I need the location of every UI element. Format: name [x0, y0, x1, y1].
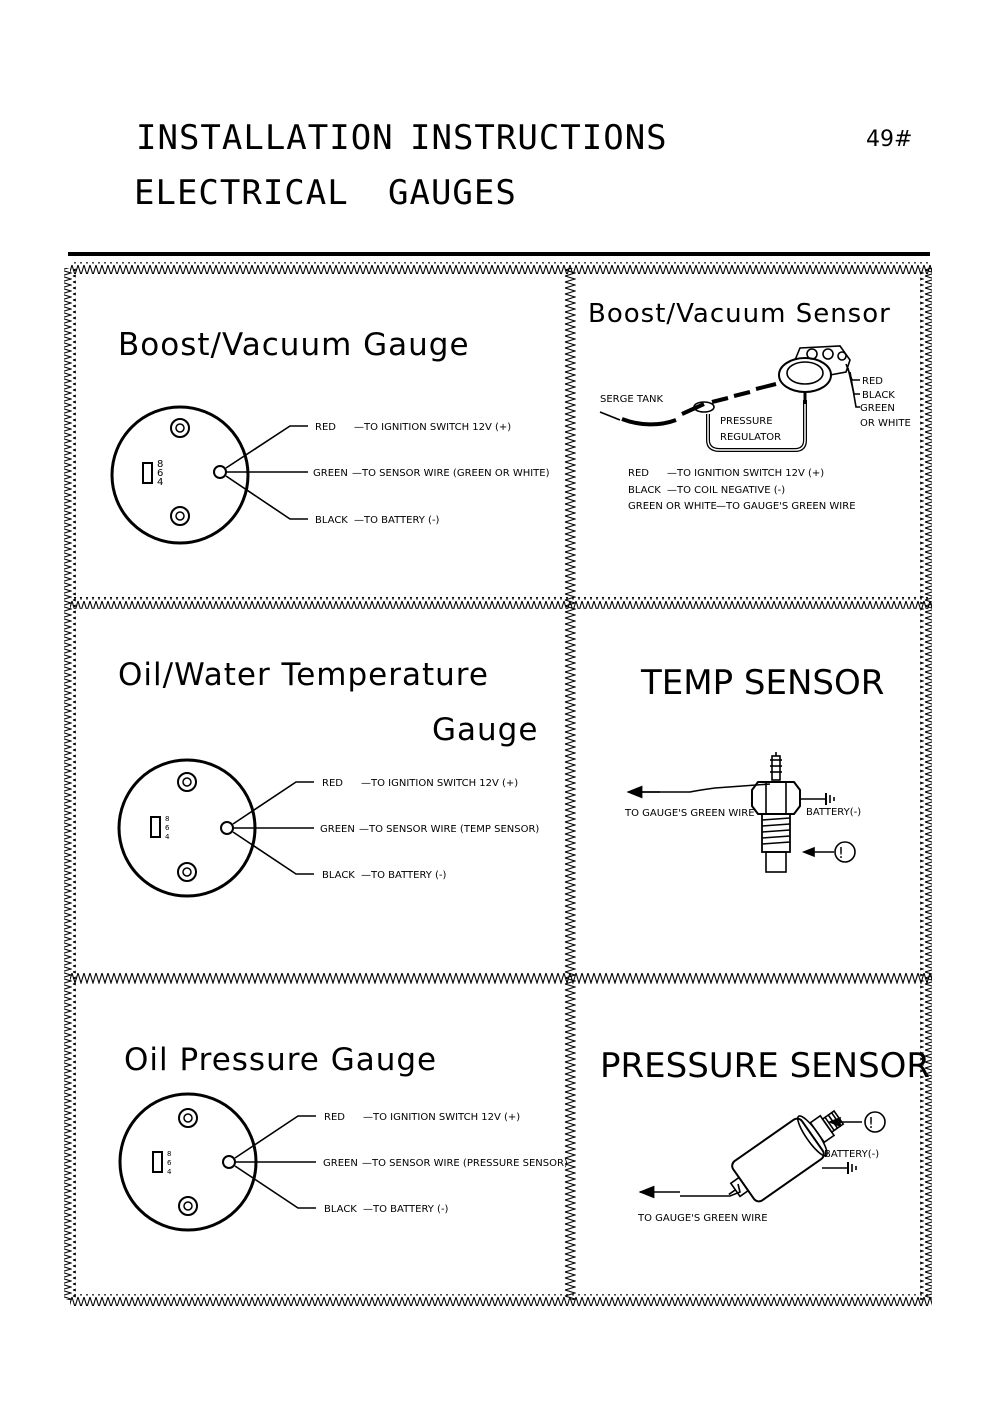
temp-sensor-warning-symbol: !	[837, 844, 845, 862]
boost-sensor-wire-red: RED	[628, 468, 649, 479]
pressure-gauge-wire-red: RED	[324, 1112, 345, 1123]
boost-gauge-wire-black: BLACK	[315, 515, 348, 526]
boost-sensor-wire-green: GREEN OR WHITE	[628, 501, 717, 512]
pressure-sensor-gauge-wire-label: TO GAUGE'S GREEN WIRE	[638, 1213, 768, 1224]
boost-sensor-title: Boost/Vacuum Sensor	[588, 299, 891, 329]
temp-gauge-wire-green-desc: —TO SENSOR WIRE (TEMP SENSOR)	[359, 824, 540, 835]
boost-gauge-terminal-3: 4	[157, 477, 164, 488]
pressure-gauge-terminal-2: 6	[167, 1159, 172, 1167]
boost-gauge-wire-green-desc: —TO SENSOR WIRE (GREEN OR WHITE)	[352, 468, 550, 479]
temp-sensor-gauge-wire-label: TO GAUGE'S GREEN WIRE	[625, 808, 755, 819]
header-title-gauges: GAUGES	[388, 173, 517, 213]
panel-boost-gauge	[112, 327, 550, 543]
panel-temp-gauge	[118, 657, 539, 896]
pressure-sensor-title: PRESSURE SENSOR	[600, 1046, 931, 1086]
pressure-gauge-terminal-3: 4	[167, 1168, 172, 1176]
pressure-sensor-battery-label: BATTERY(-)	[824, 1149, 880, 1160]
temp-gauge-title-line2: Gauge	[432, 712, 539, 748]
temp-gauge-wire-red-desc: —TO IGNITION SWITCH 12V (+)	[361, 778, 519, 789]
temp-gauge-terminal-3: 4	[165, 833, 170, 841]
boost-sensor-green-label: GREEN	[860, 403, 895, 414]
boost-gauge-terminal-1: 8	[157, 459, 164, 470]
page-number: 49#	[866, 127, 913, 152]
temp-gauge-wire-red: RED	[322, 778, 343, 789]
boost-sensor-wire-red-desc: —TO IGNITION SWITCH 12V (+)	[667, 468, 825, 479]
boost-sensor-black-label: BLACK	[862, 390, 895, 401]
temp-gauge-terminal-2: 6	[165, 824, 170, 832]
temp-sensor-battery-label: BATTERY(-)	[806, 807, 862, 818]
pressure-gauge-wire-black: BLACK	[324, 1204, 357, 1215]
pressure-gauge-title: Oil Pressure Gauge	[124, 1042, 438, 1078]
boost-sensor-red-label: RED	[862, 376, 883, 387]
boost-gauge-terminal-2: 6	[157, 468, 164, 479]
boost-sensor-regulator-label: REGULATOR	[720, 432, 782, 443]
boost-gauge-wire-green: GREEN	[313, 468, 348, 479]
temp-sensor-title: TEMP SENSOR	[641, 663, 885, 703]
pressure-gauge-wire-red-desc: —TO IGNITION SWITCH 12V (+)	[363, 1112, 521, 1123]
temp-gauge-wire-black: BLACK	[322, 870, 355, 881]
boost-sensor-or-white-label: OR WHITE	[860, 418, 911, 429]
panel-pressure-sensor	[600, 1046, 930, 1224]
boost-sensor-wire-black: BLACK	[628, 485, 661, 496]
boost-gauge-wire-red-desc: —TO IGNITION SWITCH 12V (+)	[354, 422, 512, 433]
boost-sensor-wire-black-desc: —TO COIL NEGATIVE (-)	[667, 485, 786, 496]
temp-gauge-terminal-1: 8	[165, 815, 170, 823]
boost-gauge-wire-red: RED	[315, 422, 336, 433]
pressure-gauge-wire-green-desc: —TO SENSOR WIRE (PRESSURE SENSOR)	[362, 1158, 568, 1169]
pressure-sensor-warning-symbol: !	[867, 1114, 875, 1132]
pressure-gauge-wire-green: GREEN	[323, 1158, 358, 1169]
pressure-gauge-terminal-1: 8	[167, 1150, 172, 1158]
header-title-electrical: ELECTRICAL	[134, 173, 349, 213]
pressure-gauge-diagram	[120, 1094, 316, 1230]
boost-gauge-title: Boost/Vacuum Gauge	[118, 327, 470, 363]
temp-gauge-wire-green: GREEN	[320, 824, 355, 835]
temp-gauge-wire-black-desc: —TO BATTERY (-)	[361, 870, 447, 881]
boost-gauge-wire-black-desc: —TO BATTERY (-)	[354, 515, 440, 526]
panel-pressure-gauge	[120, 1042, 568, 1230]
boost-sensor-serge-tank-label: SERGE TANK	[600, 394, 664, 405]
temp-gauge-diagram	[119, 760, 314, 896]
boost-sensor-wire-green-desc: —TO GAUGE'S GREEN WIRE	[716, 501, 856, 512]
boost-gauge-diagram	[112, 407, 308, 543]
pressure-gauge-wire-black-desc: —TO BATTERY (-)	[363, 1204, 449, 1215]
header-title-instructions: INSTRUCTIONS	[410, 118, 668, 158]
header-title-installation: INSTALLATION	[136, 118, 394, 158]
temp-gauge-title-line1: Oil/Water Temperature	[118, 657, 489, 693]
panel-temp-sensor	[624, 663, 884, 872]
panel-boost-sensor	[588, 299, 911, 512]
boost-sensor-pressure-label: PRESSURE	[720, 416, 773, 427]
